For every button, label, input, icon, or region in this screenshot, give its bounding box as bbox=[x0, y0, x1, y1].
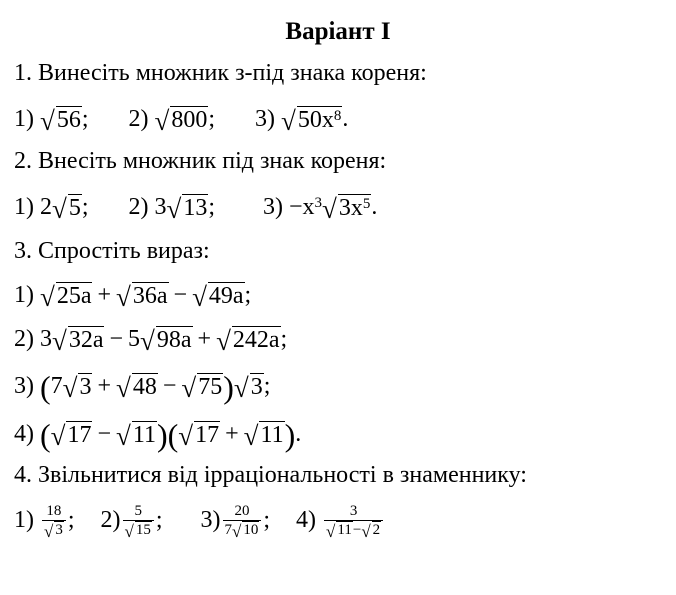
item-label: 1) bbox=[14, 194, 34, 220]
radical bbox=[243, 420, 285, 451]
radical bbox=[216, 325, 280, 356]
radicand: 25a bbox=[56, 282, 92, 309]
item-label: 2) bbox=[100, 507, 121, 533]
punctuation: ; bbox=[155, 507, 163, 533]
sqrt-icon: √ bbox=[181, 372, 197, 403]
task-3-expr-3 bbox=[14, 369, 271, 405]
punctuation: ; bbox=[81, 106, 89, 132]
operator: − bbox=[109, 326, 124, 352]
radical bbox=[52, 193, 82, 224]
radicand: 3 bbox=[79, 373, 92, 400]
radical bbox=[178, 420, 220, 451]
coefficient: 7 bbox=[224, 521, 233, 538]
task-1-item-3 bbox=[255, 104, 348, 134]
radicand: 3 bbox=[250, 373, 263, 400]
sqrt-icon: √ bbox=[116, 281, 131, 312]
punctuation: ; bbox=[67, 507, 75, 533]
fraction bbox=[123, 502, 154, 539]
operator: + bbox=[197, 326, 212, 352]
sqrt-icon: √ bbox=[154, 105, 170, 136]
radicand: 800 bbox=[171, 106, 208, 133]
punctuation: ; bbox=[280, 326, 288, 352]
task-2-item-3 bbox=[263, 192, 377, 222]
sqrt-icon: √ bbox=[178, 420, 194, 451]
numerator: 18 bbox=[46, 502, 62, 519]
radicand: 15 bbox=[135, 521, 151, 538]
task-3-expr-1 bbox=[14, 280, 251, 310]
exponent: 3 bbox=[314, 195, 323, 211]
expression bbox=[14, 280, 251, 310]
punctuation: . bbox=[371, 194, 378, 220]
sqrt-icon: √ bbox=[361, 521, 371, 541]
radicand: 242a bbox=[232, 326, 280, 353]
punctuation: . bbox=[342, 106, 349, 132]
item-label: 3) bbox=[255, 106, 275, 132]
radicand: 36a bbox=[132, 282, 168, 309]
coefficient: −x bbox=[289, 194, 315, 220]
task-4-item-3 bbox=[201, 500, 271, 540]
sqrt-icon: √ bbox=[116, 372, 131, 403]
operator: + bbox=[97, 373, 112, 399]
task-1-item-1 bbox=[14, 104, 89, 134]
sqrt-icon: √ bbox=[326, 521, 336, 541]
item-label: 1) bbox=[14, 106, 34, 132]
radicand: 98a bbox=[156, 326, 192, 353]
numerator: 3 bbox=[349, 502, 358, 519]
radical bbox=[181, 372, 223, 403]
radical bbox=[154, 105, 209, 136]
radicand: 75 bbox=[198, 373, 223, 400]
radicand: 49a bbox=[208, 282, 244, 309]
item-label: 3) bbox=[263, 194, 283, 220]
item-label: 3) bbox=[200, 507, 221, 533]
radical bbox=[140, 325, 192, 356]
fraction bbox=[223, 502, 262, 539]
radicand: 5 bbox=[68, 194, 81, 221]
radicand-base: 3x bbox=[338, 194, 363, 221]
task-4-items bbox=[14, 500, 385, 540]
sqrt-icon: √ bbox=[322, 193, 337, 224]
sqrt-icon: √ bbox=[166, 193, 182, 224]
radicand bbox=[338, 194, 372, 221]
punctuation: . bbox=[295, 421, 302, 447]
right-paren: ) bbox=[156, 417, 168, 453]
expression bbox=[14, 417, 302, 453]
sqrt-icon: √ bbox=[281, 105, 296, 136]
left-paren: ( bbox=[40, 369, 51, 405]
operator: − bbox=[173, 282, 188, 308]
radicand: 2 bbox=[372, 521, 381, 538]
task-3-header: 3. Спростіть вираз: bbox=[14, 238, 210, 264]
operator: + bbox=[225, 421, 239, 447]
coefficient: 5 bbox=[128, 326, 141, 352]
item-label: 2) bbox=[128, 194, 149, 220]
punctuation: ; bbox=[208, 106, 215, 132]
item-label: 2) bbox=[14, 326, 34, 352]
radical bbox=[40, 105, 82, 136]
exponent: 5 bbox=[362, 195, 371, 212]
numerator: 5 bbox=[134, 502, 142, 519]
operator: + bbox=[97, 282, 112, 308]
task-2-items bbox=[14, 192, 377, 222]
item-label: 1) bbox=[14, 507, 34, 533]
radical bbox=[166, 193, 209, 224]
left-paren: ( bbox=[167, 417, 179, 453]
sqrt-icon: √ bbox=[44, 521, 54, 541]
coefficient: 3 bbox=[154, 194, 167, 220]
task-4-item-1 bbox=[14, 500, 75, 540]
punctuation: ; bbox=[208, 194, 215, 220]
right-paren: ) bbox=[284, 417, 296, 453]
denominator bbox=[223, 520, 262, 539]
coefficient: 7 bbox=[50, 373, 63, 399]
radicand: 32a bbox=[68, 326, 104, 353]
task-4-item-4 bbox=[296, 500, 385, 540]
radicand: 11 bbox=[337, 521, 352, 538]
task-1-header: 1. Винесіть множник з-під знака кореня: bbox=[14, 60, 427, 86]
sqrt-icon: √ bbox=[116, 420, 131, 451]
radicand-base: 50x bbox=[297, 106, 334, 133]
punctuation: ; bbox=[81, 194, 89, 220]
task-1-items bbox=[14, 104, 348, 134]
radicand: 13 bbox=[183, 194, 208, 221]
radical bbox=[50, 420, 93, 451]
radicand: 3 bbox=[55, 521, 63, 538]
task-2-item-1 bbox=[14, 192, 89, 222]
radical bbox=[192, 281, 244, 312]
task-4-header: 4. Звільнитися від ірраціональності в знаменнику: bbox=[14, 462, 527, 488]
task-2-header: 2. Внесіть множник під знак кореня: bbox=[14, 148, 387, 174]
radical bbox=[62, 372, 93, 403]
operator: − bbox=[162, 373, 177, 399]
radicand: 17 bbox=[195, 421, 220, 448]
denominator bbox=[123, 520, 154, 539]
sqrt-icon: √ bbox=[140, 325, 155, 356]
left-paren: ( bbox=[40, 417, 51, 453]
task-1-item-2 bbox=[129, 104, 216, 134]
radical bbox=[40, 281, 92, 312]
radicand: 10 bbox=[243, 521, 259, 538]
operator: − bbox=[352, 521, 362, 538]
denominator bbox=[324, 520, 383, 539]
sqrt-icon: √ bbox=[52, 193, 67, 224]
expression bbox=[14, 324, 287, 354]
exponent: 8 bbox=[333, 107, 342, 124]
right-paren: ) bbox=[223, 369, 234, 405]
sqrt-icon: √ bbox=[50, 420, 66, 451]
task-2-item-2 bbox=[129, 192, 216, 222]
denominator bbox=[42, 520, 66, 539]
radicand: 56 bbox=[56, 106, 81, 133]
item-label: 2) bbox=[128, 106, 149, 132]
sqrt-icon: √ bbox=[40, 105, 55, 136]
radical bbox=[322, 193, 371, 224]
sqrt-icon: √ bbox=[192, 281, 207, 312]
item-label: 4) bbox=[296, 507, 317, 533]
radical bbox=[116, 420, 157, 451]
punctuation: ; bbox=[263, 507, 271, 533]
item-label: 3) bbox=[14, 373, 34, 399]
task-3-expr-2 bbox=[14, 324, 287, 354]
fraction bbox=[42, 502, 66, 539]
item-label: 4) bbox=[14, 421, 34, 447]
radicand: 17 bbox=[67, 421, 92, 448]
coefficient: 2 bbox=[40, 194, 52, 220]
radical bbox=[116, 372, 158, 403]
task-4-item-2 bbox=[101, 500, 163, 540]
radical bbox=[281, 105, 342, 136]
sqrt-icon: √ bbox=[243, 420, 259, 451]
radical bbox=[116, 281, 168, 312]
task-3-expr-4 bbox=[14, 417, 302, 453]
radical bbox=[233, 372, 264, 403]
sqrt-icon: √ bbox=[124, 521, 134, 541]
coefficient: 3 bbox=[40, 326, 52, 352]
sqrt-icon: √ bbox=[216, 325, 231, 356]
operator: − bbox=[97, 421, 112, 447]
item-label: 1) bbox=[14, 282, 34, 308]
punctuation: ; bbox=[244, 282, 252, 308]
sqrt-icon: √ bbox=[233, 372, 249, 403]
radicand: 11 bbox=[132, 421, 156, 448]
expression bbox=[14, 369, 271, 405]
radicand: 11 bbox=[260, 421, 284, 448]
sqrt-icon: √ bbox=[232, 521, 242, 541]
fraction bbox=[324, 502, 383, 539]
sqrt-icon: √ bbox=[40, 281, 55, 312]
radicand: 48 bbox=[132, 373, 157, 400]
punctuation: ; bbox=[263, 373, 271, 399]
numerator: 20 bbox=[234, 502, 250, 519]
sqrt-icon: √ bbox=[52, 325, 67, 356]
radical bbox=[52, 325, 104, 356]
worksheet-title: Варіант І bbox=[285, 18, 391, 45]
sqrt-icon: √ bbox=[62, 372, 78, 403]
radicand bbox=[297, 106, 343, 133]
